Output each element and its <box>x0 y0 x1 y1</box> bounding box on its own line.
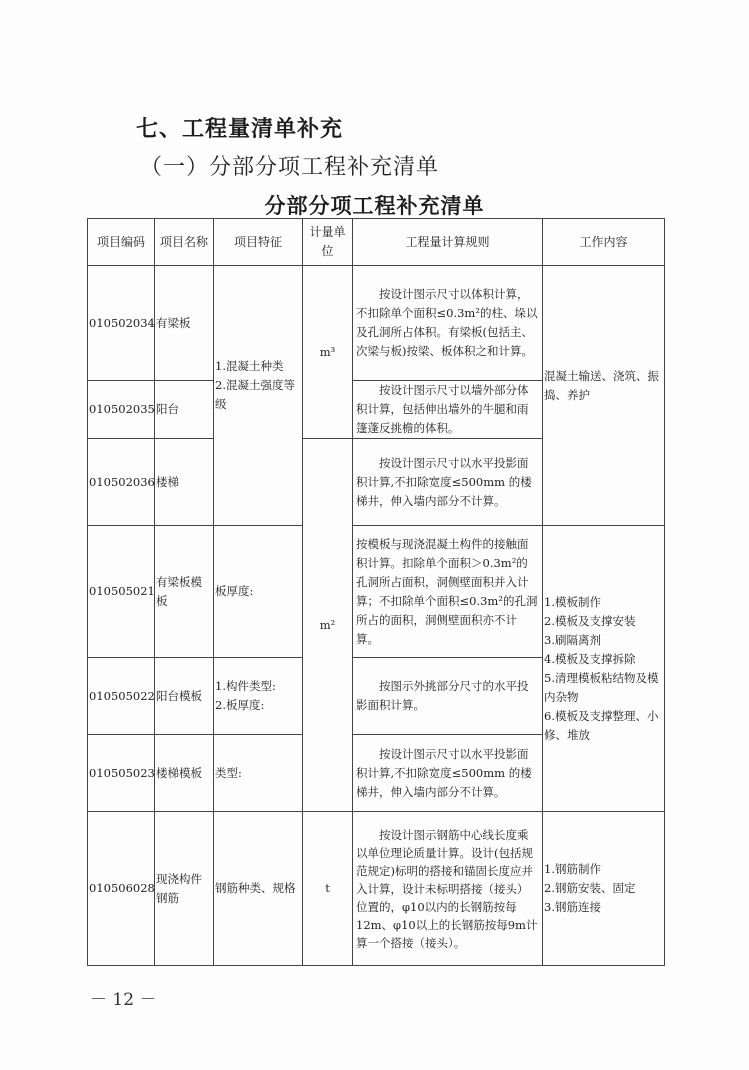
supplement-list-table <box>87 218 665 966</box>
item-rule: 按模板与现浇混凝土构件的接触面积计算。扣除单个面积＞0.3m²的孔洞所占面积，洞侧壁面积并入计算；不扣除单个面积≤0.3m²的孔洞所占的面积，洞侧壁面积亦不计算。 <box>353 526 543 658</box>
item-name: 楼梯 <box>155 439 214 526</box>
item-rule: 按设计图示尺寸以水平投影面积计算,不扣除宽度≤500mm 的楼梯井，伸入墙内部分不计算。 <box>353 735 543 812</box>
table-title: 分部分项工程补充清单 <box>264 194 485 218</box>
item-rule: 按设计图示尺寸以水平投影面积计算,不扣除宽度≤500mm 的楼梯井，伸入墙内部分不计算。 <box>353 439 543 526</box>
item-rule: 按设计图示钢筋中心线长度乘以单位理论质量计算。设计(包括规范规定)标明的搭接和锚固长度应并入计算，设计未标明搭接（接头）位置的，φ10以内的长钢筋按每12m、φ10以上的长钢筋按每9m计算一个搭接（接头）。 <box>353 812 543 966</box>
page-number: － 12 － <box>90 990 157 1010</box>
item-name: 楼梯模板 <box>155 735 214 812</box>
item-name: 现浇构件钢筋 <box>155 812 214 966</box>
item-rule: 按图示外挑部分尺寸的水平投影面积计算。 <box>353 658 543 735</box>
col-header-work: 工作内容 <box>543 219 665 266</box>
item-rule: 按设计图示尺寸以体积计算，不扣除单个面积≤0.3m²的柱、垛以及孔洞所占体积。有梁板(包括主、次梁与板)按梁、板体积之和计算。 <box>353 266 543 381</box>
col-header-rule: 工程量计算规则 <box>353 219 543 266</box>
item-name: 有梁板 <box>155 266 214 381</box>
item-code: 010505022 <box>88 658 155 735</box>
item-code: 010506028 <box>88 812 155 966</box>
table-row <box>88 812 665 966</box>
item-name: 阳台 <box>155 381 214 439</box>
section-subheading: （一）分部分项工程补充清单 <box>140 155 440 180</box>
item-unit: m² <box>303 439 353 812</box>
item-unit: m³ <box>303 266 353 439</box>
item-feature: 钢筋种类、规格 <box>214 812 303 966</box>
item-code: 010502034 <box>88 266 155 381</box>
col-header-feature: 项目特征 <box>214 219 303 266</box>
item-code: 010502035 <box>88 381 155 439</box>
col-header-name: 项目名称 <box>155 219 214 266</box>
item-name: 有梁板模板 <box>155 526 214 658</box>
table-header-row <box>88 219 665 266</box>
section-heading: 七、工程量清单补充 <box>136 117 344 142</box>
item-unit: t <box>303 812 353 966</box>
item-work: 混凝土输送、浇筑、振捣、养护 <box>543 266 665 526</box>
item-code: 010505023 <box>88 735 155 812</box>
table-row <box>88 266 665 381</box>
table-row <box>88 526 665 658</box>
item-feature: 板厚度: <box>214 526 303 658</box>
item-rule: 按设计图示尺寸以墙外部分体积计算，包括伸出墙外的牛腿和雨篷蓬反挑檐的体积。 <box>353 381 543 439</box>
item-code: 010505021 <box>88 526 155 658</box>
item-name: 阳台模板 <box>155 658 214 735</box>
item-work: 1.钢筋制作 2.钢筋安装、固定 3.钢筋连接 <box>543 812 665 966</box>
item-work: 1.模板制作 2.模板及支撑安装 3.刷隔离剂 4.模板及支撑拆除 5.清理模板粘结物及模内杂物 6.模板及支撑整理、小修、堆放 <box>543 526 665 812</box>
item-code: 010502036 <box>88 439 155 526</box>
col-header-unit: 计量单位 <box>303 219 353 266</box>
col-header-code: 项目编码 <box>88 219 155 266</box>
item-feature: 1.构件类型: 2.板厚度: <box>214 658 303 735</box>
item-feature: 1.混凝土种类 2.混凝土强度等级 <box>214 266 303 526</box>
item-feature: 类型: <box>214 735 303 812</box>
